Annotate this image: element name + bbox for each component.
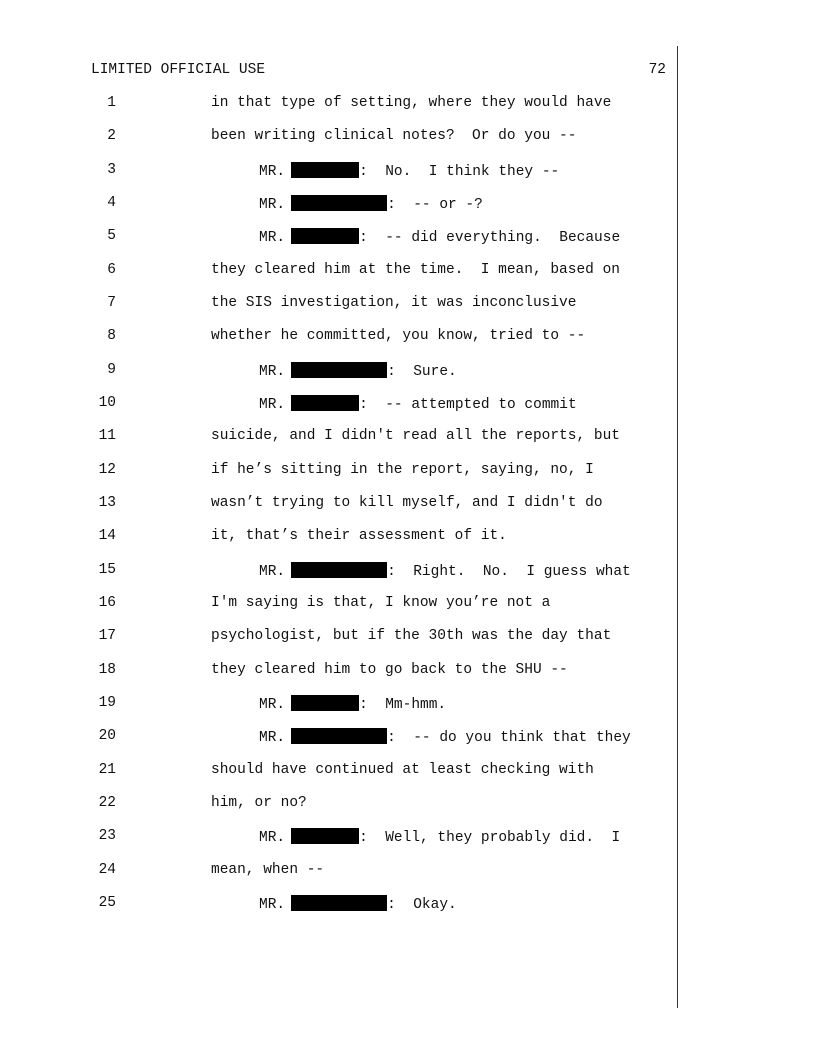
- line-number: 22: [98, 795, 116, 811]
- speaker-title: MR.: [259, 164, 286, 180]
- speaker-turn: [259, 728, 631, 746]
- redaction-bar: [291, 828, 359, 844]
- line-text: : Right. No. I guess what: [387, 564, 631, 580]
- line-text: been writing clinical notes? Or do you --: [211, 128, 577, 144]
- line-text: suicide, and I didn't read all the reports, but: [211, 428, 620, 444]
- redaction-bar: [291, 195, 387, 211]
- line-text: wasn’t trying to kill myself, and I didn't do: [211, 495, 603, 511]
- line-text: they cleared him to go back to the SHU --: [211, 662, 568, 678]
- line-number: 21: [98, 762, 116, 778]
- transcript-line: [0, 128, 680, 150]
- line-text: in that type of setting, where they would have: [211, 95, 612, 111]
- speaker-turn: [259, 228, 620, 246]
- line-number: 1: [107, 95, 116, 111]
- transcript-line: [0, 695, 680, 717]
- line-number: 14: [98, 528, 116, 544]
- line-text: it, that’s their assessment of it.: [211, 528, 507, 544]
- redaction-bar: [291, 228, 359, 244]
- line-text: the SIS investigation, it was inconclusive: [211, 295, 577, 311]
- transcript-line: [0, 795, 680, 817]
- line-text: : -- or -?: [387, 197, 483, 213]
- speaker-turn: [259, 362, 457, 380]
- transcript-line: [0, 595, 680, 617]
- speaker-turn: [259, 562, 631, 580]
- transcript-line: [0, 762, 680, 784]
- speaker-title: MR.: [259, 364, 286, 380]
- line-text: : Well, they probably did. I: [359, 830, 621, 846]
- transcript-line: [0, 195, 680, 217]
- line-text: : -- attempted to commit: [359, 397, 577, 413]
- speaker-turn: [259, 195, 483, 213]
- line-text: him, or no?: [211, 795, 307, 811]
- speaker-title: MR.: [259, 197, 286, 213]
- speaker-title: MR.: [259, 697, 286, 713]
- transcript-line: [0, 895, 680, 917]
- line-text: I'm saying is that, I know you’re not a: [211, 595, 551, 611]
- transcript-line: [0, 295, 680, 317]
- line-number: 4: [107, 195, 116, 211]
- speaker-turn: [259, 395, 577, 413]
- transcript-line: [0, 262, 680, 284]
- classification-header: LIMITED OFFICIAL USE: [91, 62, 266, 78]
- transcript-line: [0, 95, 680, 117]
- transcript-line: [0, 428, 680, 450]
- line-number: 13: [98, 495, 116, 511]
- speaker-title: MR.: [259, 397, 286, 413]
- transcript-line: [0, 528, 680, 550]
- line-number: 23: [98, 828, 116, 844]
- speaker-title: MR.: [259, 830, 286, 846]
- line-number: 20: [98, 728, 116, 744]
- line-number: 17: [98, 628, 116, 644]
- line-number: 7: [107, 295, 116, 311]
- line-text: : Sure.: [387, 364, 457, 380]
- transcript-line: [0, 562, 680, 584]
- speaker-turn: [259, 828, 620, 846]
- line-text: : -- did everything. Because: [359, 230, 621, 246]
- speaker-turn: [259, 162, 559, 180]
- transcript-line: [0, 828, 680, 850]
- line-text: if he’s sitting in the report, saying, no, I: [211, 462, 594, 478]
- line-number: 25: [98, 895, 116, 911]
- transcript-line: [0, 462, 680, 484]
- line-number: 9: [107, 362, 116, 378]
- transcript-line: [0, 328, 680, 350]
- line-number: 10: [98, 395, 116, 411]
- line-number: 24: [98, 862, 116, 878]
- line-text: : No. I think they --: [359, 164, 560, 180]
- speaker-turn: [259, 695, 446, 713]
- speaker-title: MR.: [259, 564, 286, 580]
- line-number: 15: [98, 562, 116, 578]
- line-text: psychologist, but if the 30th was the day that: [211, 628, 612, 644]
- speaker-turn: [259, 895, 457, 913]
- transcript-line: [0, 395, 680, 417]
- transcript-line: [0, 628, 680, 650]
- line-number: 5: [107, 228, 116, 244]
- transcript-line: [0, 228, 680, 250]
- redaction-bar: [291, 895, 387, 911]
- line-text: should have continued at least checking with: [211, 762, 594, 778]
- transcript-line: [0, 862, 680, 884]
- line-number: 3: [107, 162, 116, 178]
- redaction-bar: [291, 395, 359, 411]
- line-text: : Mm-hmm.: [359, 697, 447, 713]
- transcript-line: [0, 162, 680, 184]
- transcript-line: [0, 362, 680, 384]
- redaction-bar: [291, 695, 359, 711]
- line-number: 2: [107, 128, 116, 144]
- transcript-line: [0, 728, 680, 750]
- redaction-bar: [291, 562, 387, 578]
- speaker-title: MR.: [259, 730, 286, 746]
- line-text: : -- do you think that they: [387, 730, 631, 746]
- line-number: 12: [98, 462, 116, 478]
- line-number: 19: [98, 695, 116, 711]
- redaction-bar: [291, 362, 387, 378]
- line-text: they cleared him at the time. I mean, based on: [211, 262, 620, 278]
- line-number: 16: [98, 595, 116, 611]
- transcript-line: [0, 662, 680, 684]
- line-number: 11: [98, 428, 116, 444]
- redaction-bar: [291, 162, 359, 178]
- speaker-title: MR.: [259, 230, 286, 246]
- line-text: mean, when --: [211, 862, 325, 878]
- line-number: 8: [107, 328, 116, 344]
- line-text: whether he committed, you know, tried to --: [211, 328, 586, 344]
- transcript-line: [0, 495, 680, 517]
- line-number: 6: [107, 262, 116, 278]
- redaction-bar: [291, 728, 387, 744]
- line-text: : Okay.: [387, 897, 457, 913]
- speaker-title: MR.: [259, 897, 286, 913]
- line-number: 18: [98, 662, 116, 678]
- page-number: 72: [648, 62, 666, 78]
